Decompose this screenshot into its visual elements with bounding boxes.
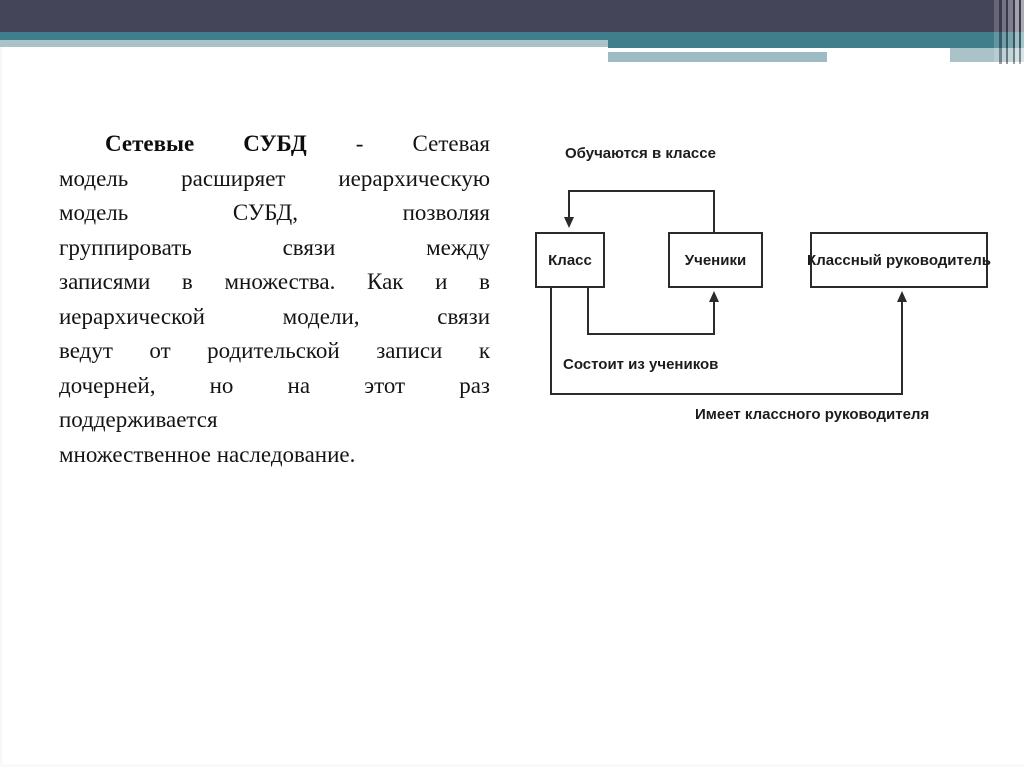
connector-mid-horizontal xyxy=(587,333,715,335)
edge-label-has-class-teacher: Имеет классного руководителя xyxy=(695,406,930,423)
text-line: группировать связи между xyxy=(59,234,490,260)
connector-mid-left-vertical xyxy=(587,288,589,335)
entity-box-class: Класс xyxy=(535,232,605,288)
connector-top-left-vertical xyxy=(568,190,570,218)
text-line: модель расширяет иерархическую xyxy=(59,165,490,191)
arrowhead-up-to-students xyxy=(709,291,719,302)
text-line-rest: - Сетевая xyxy=(306,131,490,156)
header-light-stripe-mid xyxy=(608,52,827,62)
entity-box-students: Ученики xyxy=(668,232,763,288)
text-line: записями в множества. Как и в xyxy=(59,269,490,294)
arrowhead-up-to-teacher xyxy=(897,291,907,302)
connector-bottom-horizontal xyxy=(550,393,903,395)
text-line: модель СУБД, позволяя xyxy=(59,200,490,225)
connector-top-horizontal xyxy=(568,190,715,192)
header-teal-bar xyxy=(0,32,1024,40)
text-line xyxy=(59,127,490,162)
term-network-dbms: Сетевые СУБД xyxy=(105,131,307,156)
edge-label-study-in-class: Обучаются в классе xyxy=(565,145,716,162)
text-line: дочерней, но на этот раз xyxy=(59,372,490,398)
header-teal-bar-right-extension xyxy=(608,40,1024,48)
text-line: множественное наследование. xyxy=(59,441,356,467)
text-line: ведут от родительской записи к xyxy=(59,338,490,363)
connector-mid-up-vertical xyxy=(713,300,715,335)
text-line: иерархической модели, связи xyxy=(59,303,490,329)
entity-box-teacher: Классный руководитель xyxy=(810,232,988,288)
paragraph xyxy=(59,127,490,472)
connector-bottom-up-vertical xyxy=(901,300,903,395)
header-light-stripe-left xyxy=(0,40,608,47)
connector-bottom-left-vertical xyxy=(550,288,552,395)
header-dark-bar xyxy=(0,0,1024,32)
network-model-diagram xyxy=(525,135,1005,435)
arrowhead-down-to-class xyxy=(564,217,574,228)
edge-label-consists-of-students: Состоит из учеников xyxy=(563,356,719,373)
connector-top-right-vertical xyxy=(713,190,715,232)
text-line: поддерживается xyxy=(59,407,218,432)
